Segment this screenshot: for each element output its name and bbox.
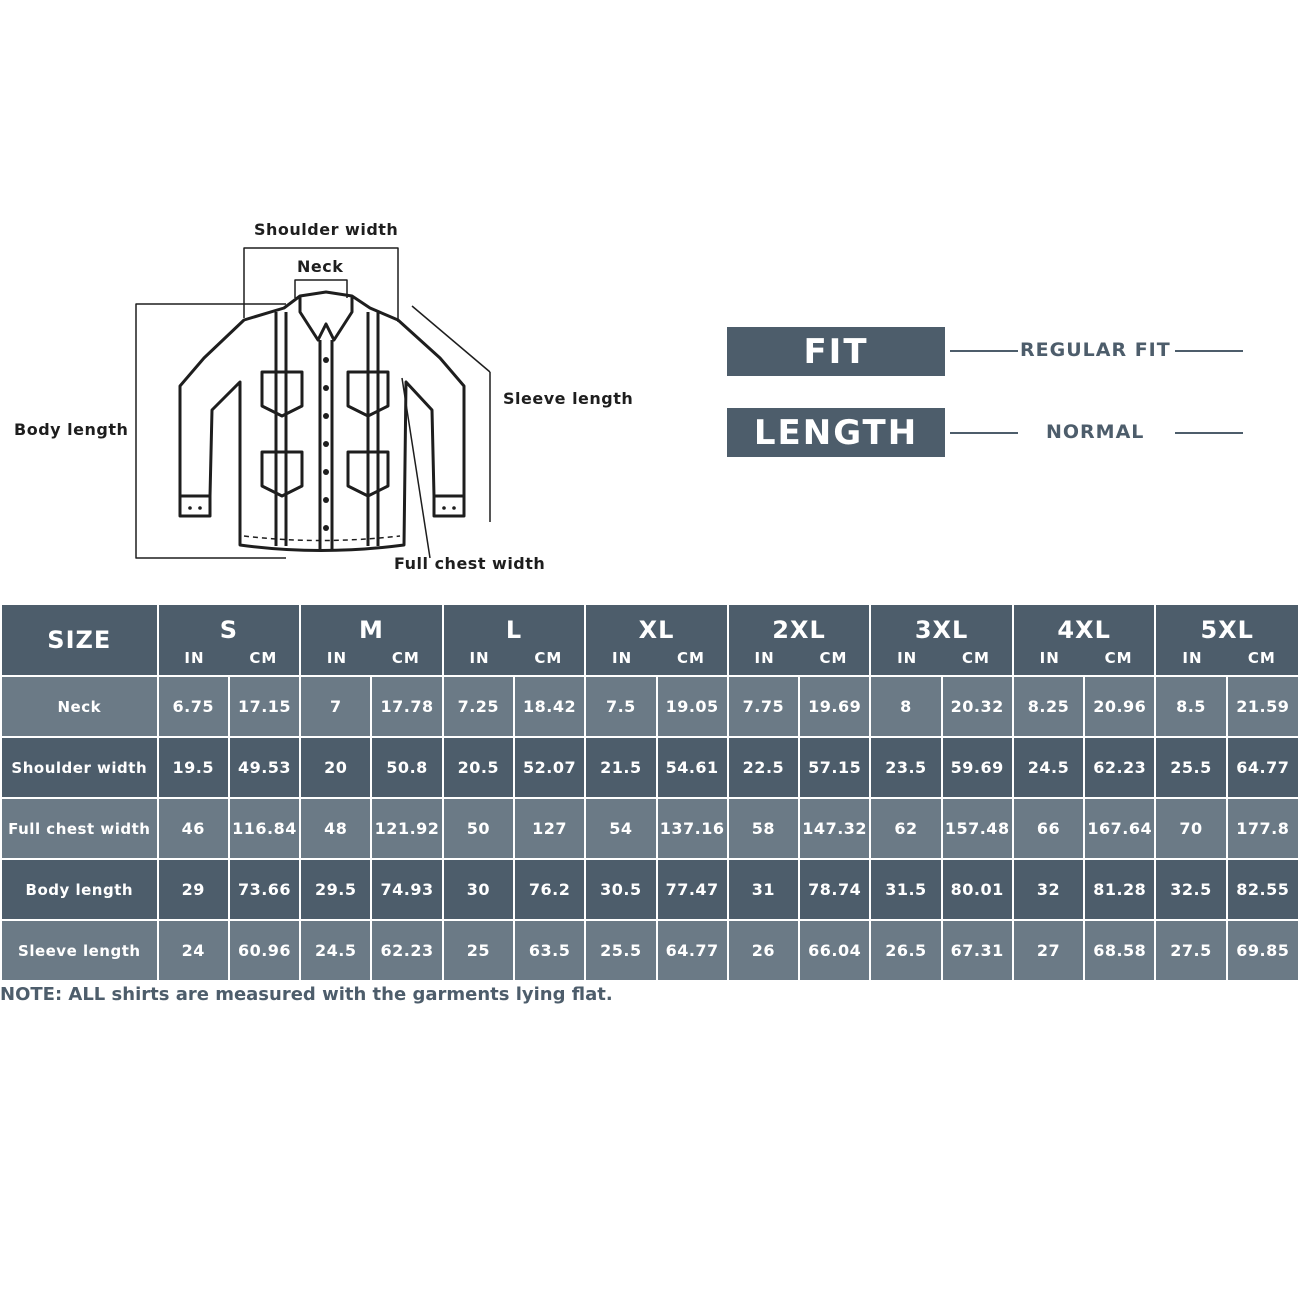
size-column-header — [585, 604, 728, 676]
unit-cm: CM — [249, 648, 278, 667]
unit-in: IN — [612, 648, 633, 667]
table-cell: 30.5 — [585, 859, 656, 920]
length-line-right — [1175, 432, 1243, 434]
table-cell: 24.5 — [1013, 737, 1084, 798]
table-cell: 77.47 — [657, 859, 728, 920]
table-cell: 62 — [870, 798, 941, 859]
table-cell: 54.61 — [657, 737, 728, 798]
table-cell: 67.31 — [942, 920, 1013, 981]
length-badge: LENGTH — [727, 408, 945, 457]
size-column-header — [1155, 604, 1299, 676]
row-label: Neck — [1, 676, 158, 737]
table-cell: 32.5 — [1155, 859, 1226, 920]
table-row — [1, 737, 1299, 798]
table-cell: 137.16 — [657, 798, 728, 859]
table-cell: 167.64 — [1084, 798, 1155, 859]
table-cell: 147.32 — [799, 798, 870, 859]
table-cell: 63.5 — [514, 920, 585, 981]
table-cell: 6.75 — [158, 676, 229, 737]
unit-in: IN — [326, 648, 348, 667]
table-row — [1, 676, 1299, 737]
table-cell: 7.75 — [728, 676, 799, 737]
table-cell: 29 — [158, 859, 229, 920]
row-label: Shoulder width — [1, 737, 158, 798]
table-cell: 27.5 — [1155, 920, 1226, 981]
size-header: SIZE — [1, 604, 158, 676]
size-chart-table — [0, 603, 1300, 982]
fit-line-right — [1175, 350, 1243, 352]
size-name: XL — [638, 615, 675, 644]
table-cell: 54 — [585, 798, 656, 859]
size-name: L — [505, 615, 523, 644]
table-cell: 64.77 — [1227, 737, 1299, 798]
table-cell: 52.07 — [514, 737, 585, 798]
table-cell: 177.8 — [1227, 798, 1299, 859]
label-full-chest-width: Full chest width — [394, 554, 546, 573]
shirt-diagram — [0, 200, 660, 590]
unit-in: IN — [1182, 648, 1203, 667]
size-column-header — [443, 604, 586, 676]
table-cell: 32 — [1013, 859, 1084, 920]
table-cell: 25.5 — [585, 920, 656, 981]
table-cell: 50 — [443, 798, 514, 859]
table-cell: 8.5 — [1155, 676, 1226, 737]
size-name: 2XL — [772, 615, 826, 644]
table-cell: 66.04 — [799, 920, 870, 981]
table-cell: 82.55 — [1227, 859, 1299, 920]
size-column-header — [1013, 604, 1156, 676]
unit-cm: CM — [1247, 648, 1276, 667]
table-cell: 50.8 — [371, 737, 442, 798]
table-cell: 69.85 — [1227, 920, 1299, 981]
table-cell: 25 — [443, 920, 514, 981]
label-neck: Neck — [297, 257, 344, 276]
table-cell: 62.23 — [371, 920, 442, 981]
table-cell: 68.58 — [1084, 920, 1155, 981]
table-cell: 60.96 — [229, 920, 300, 981]
table-cell: 59.69 — [942, 737, 1013, 798]
unit-in: IN — [897, 648, 918, 667]
table-cell: 17.15 — [229, 676, 300, 737]
size-name: 5XL — [1200, 615, 1254, 644]
unit-cm: CM — [962, 648, 990, 667]
table-cell: 64.77 — [657, 920, 728, 981]
row-label: Sleeve length — [1, 920, 158, 981]
table-cell: 8.25 — [1013, 676, 1084, 737]
table-cell: 116.84 — [229, 798, 300, 859]
table-cell: 7 — [300, 676, 371, 737]
table-cell: 17.78 — [371, 676, 442, 737]
unit-in: IN — [1039, 648, 1060, 667]
row-label: Full chest width — [1, 798, 158, 859]
size-column-header — [300, 604, 443, 676]
unit-in: IN — [184, 648, 205, 667]
table-cell: 7.25 — [443, 676, 514, 737]
table-cell: 24 — [158, 920, 229, 981]
table-cell: 29.5 — [300, 859, 371, 920]
fit-badge: FIT — [727, 327, 945, 376]
table-cell: 62.23 — [1084, 737, 1155, 798]
fit-value: REGULAR FIT — [1020, 339, 1171, 361]
table-cell: 58 — [728, 798, 799, 859]
table-cell: 27 — [1013, 920, 1084, 981]
table-cell: 21.59 — [1227, 676, 1299, 737]
unit-in: IN — [754, 648, 775, 667]
table-cell: 7.5 — [585, 676, 656, 737]
unit-cm: CM — [534, 648, 563, 667]
length-line-left — [950, 432, 1018, 434]
table-row — [1, 798, 1299, 859]
table-cell: 31.5 — [870, 859, 941, 920]
table-cell: 19.5 — [158, 737, 229, 798]
label-sleeve-length: Sleeve length — [503, 389, 634, 408]
table-cell: 46 — [158, 798, 229, 859]
table-cell: 70 — [1155, 798, 1226, 859]
table-cell: 25.5 — [1155, 737, 1226, 798]
table-cell: 66 — [1013, 798, 1084, 859]
table-cell: 31 — [728, 859, 799, 920]
table-cell: 20.5 — [443, 737, 514, 798]
table-cell: 19.05 — [657, 676, 728, 737]
table-cell: 157.48 — [942, 798, 1013, 859]
table-cell: 127 — [514, 798, 585, 859]
table-cell: 81.28 — [1084, 859, 1155, 920]
table-cell: 22.5 — [728, 737, 799, 798]
size-name: M — [358, 615, 384, 644]
unit-cm: CM — [676, 648, 705, 667]
table-cell: 20.32 — [942, 676, 1013, 737]
table-cell: 74.93 — [371, 859, 442, 920]
table-cell: 78.74 — [799, 859, 870, 920]
table-cell: 23.5 — [870, 737, 941, 798]
label-body-length: Body length — [14, 420, 129, 439]
measurement-note: NOTE: ALL shirts are measured with the garments lying flat. — [0, 984, 613, 1005]
table-cell: 21.5 — [585, 737, 656, 798]
table-cell: 48 — [300, 798, 371, 859]
size-name: S — [219, 615, 239, 644]
unit-cm: CM — [819, 648, 848, 667]
table-cell: 73.66 — [229, 859, 300, 920]
table-cell: 49.53 — [229, 737, 300, 798]
table-row — [1, 859, 1299, 920]
unit-in: IN — [469, 648, 490, 667]
table-header-row — [1, 604, 1299, 676]
table-cell: 24.5 — [300, 920, 371, 981]
table-cell: 80.01 — [942, 859, 1013, 920]
table-cell: 18.42 — [514, 676, 585, 737]
label-shoulder-width: Shoulder width — [254, 220, 399, 239]
size-name: 4XL — [1057, 615, 1111, 644]
table-cell: 121.92 — [371, 798, 442, 859]
table-cell: 57.15 — [799, 737, 870, 798]
unit-cm: CM — [391, 648, 420, 667]
table-cell: 8 — [870, 676, 941, 737]
table-cell: 26.5 — [870, 920, 941, 981]
table-cell: 30 — [443, 859, 514, 920]
row-label: Body length — [1, 859, 158, 920]
table-row — [1, 920, 1299, 981]
size-column-header — [728, 604, 871, 676]
fit-line-left — [950, 350, 1018, 352]
table-cell: 20 — [300, 737, 371, 798]
unit-cm: CM — [1104, 648, 1133, 667]
table-cell: 26 — [728, 920, 799, 981]
table-cell: 76.2 — [514, 859, 585, 920]
table-cell: 19.69 — [799, 676, 870, 737]
size-column-header — [158, 604, 301, 676]
length-value: NORMAL — [1046, 421, 1145, 443]
size-column-header — [870, 604, 1013, 676]
table-cell: 20.96 — [1084, 676, 1155, 737]
size-name: 3XL — [914, 615, 969, 644]
